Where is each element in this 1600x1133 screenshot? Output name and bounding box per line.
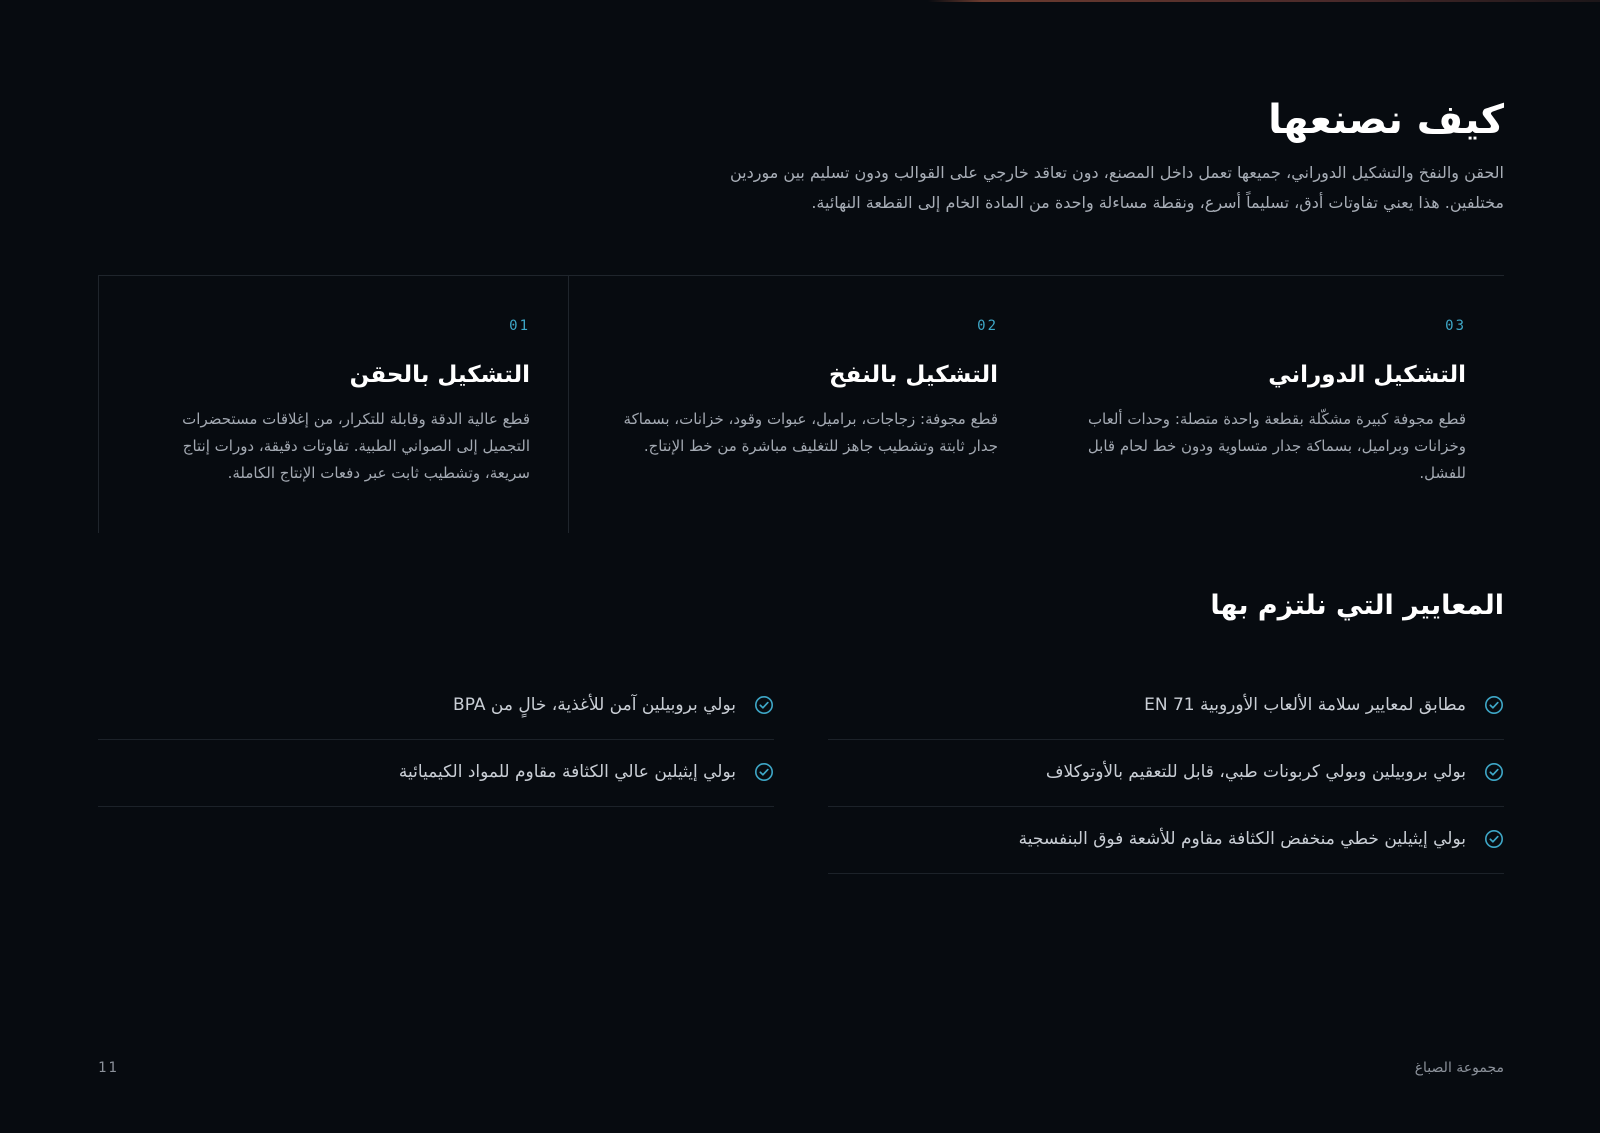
method-number: 03: [1445, 318, 1466, 334]
check-circle-icon: [754, 762, 774, 782]
method-description: قطع مجوفة كبيرة مشكّلة بقطعة واحدة متصلة: وحدات ألعاب وخزانات وبراميل، بسماكة جدار متساوية ودون خط لحام قابل للفشل.: [1087, 410, 1466, 482]
check-circle-icon: [1484, 762, 1504, 782]
method-card-blow: [568, 276, 1036, 533]
intro-paragraph: الحقن والنفخ والتشكيل الدوراني، جميعها تعمل داخل المصنع، دون تعاقد خارجي على القوالب ودون تسليم بين موردين مختلفين. هذا يعني تفاوتات أدق، تسليماً أسرع، ونقطة مساءلة واحدة من المادة الخام إلى القطعة النهائية.: [729, 163, 1504, 212]
method-title: التشكيل بالحقن: [349, 362, 530, 388]
method-card-rotational: [1036, 276, 1504, 533]
check-circle-icon: [1484, 695, 1504, 715]
method-title: التشكيل الدوراني: [1268, 362, 1466, 388]
page: [98, 0, 1504, 1133]
methods-grid: [98, 275, 1504, 533]
method-description: قطع عالية الدقة وقابلة للتكرار، من إغلاقات مستحضرات التجميل إلى الصواني الطبية. تفاوتات دقيقة، دورات إنتاج سريعة، وتشطيب ثابت عبر دفعات الإنتاج الكاملة.: [182, 410, 530, 482]
method-number: 01: [509, 318, 530, 334]
standard-label: بولي بروبيلين آمن للأغذية، خالٍ من BPA: [453, 695, 736, 715]
check-circle-icon: [754, 695, 774, 715]
standard-item: [828, 807, 1504, 874]
standard-label: بولي إيثيلين خطي منخفض الكثافة مقاوم للأشعة فوق البنفسجية: [1018, 829, 1466, 849]
standards-column-right: [828, 673, 1504, 874]
standards-title: المعايير التي نلتزم بها: [1210, 590, 1504, 621]
page-number: 11: [98, 1060, 119, 1076]
standard-label: بولي بروبيلين وبولي كربونات طبي، قابل للتعقيم بالأوتوكلاف: [1045, 762, 1466, 782]
standard-label: بولي إيثيلين عالي الكثافة مقاوم للمواد الكيميائية: [398, 762, 736, 782]
standards-list: [98, 673, 1504, 874]
method-card-injection: [98, 276, 568, 533]
standard-item: [828, 673, 1504, 740]
check-circle-icon: [1484, 829, 1504, 849]
standard-item: [828, 740, 1504, 807]
method-number: 02: [977, 318, 998, 334]
method-title: التشكيل بالنفخ: [828, 362, 998, 388]
standards-column-left: [98, 673, 774, 874]
footer-brand: مجموعة الصباغ: [1414, 1060, 1504, 1076]
standard-item: [98, 740, 774, 807]
standard-label: مطابق لمعايير سلامة الألعاب الأوروبية EN 71: [1144, 695, 1466, 715]
standard-item: [98, 673, 774, 740]
section-header: [98, 92, 1504, 218]
method-description: قطع مجوفة: زجاجات، براميل، عبوات وقود، خزانات، بسماكة جدار ثابتة وتشطيب جاهز للتغليف مباشرة من خط الإنتاج.: [623, 410, 998, 455]
page-title: كيف نصنعها: [1268, 97, 1504, 143]
